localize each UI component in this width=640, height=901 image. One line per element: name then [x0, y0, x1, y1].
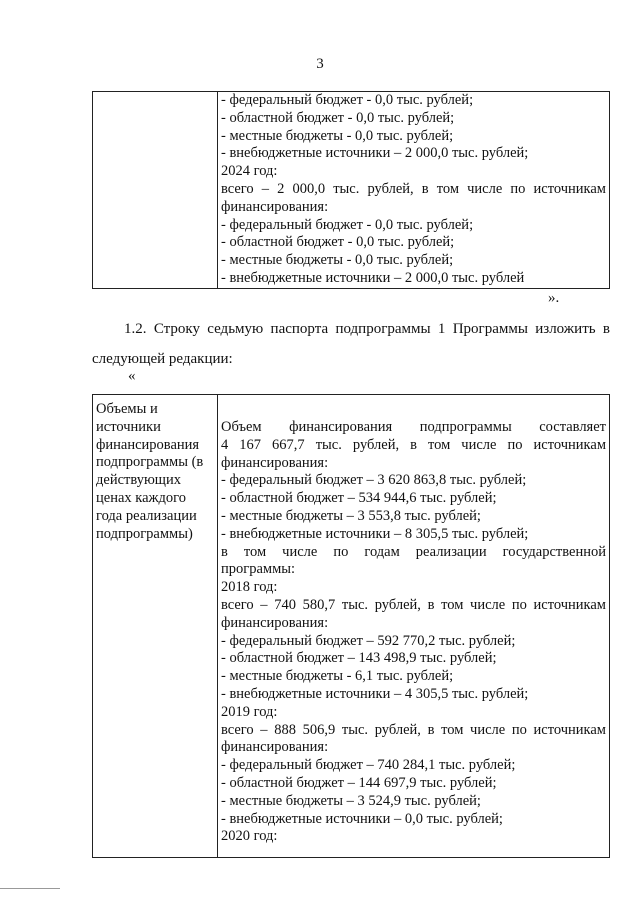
text-line: финансирования: [221, 739, 329, 756]
closing-quote: ». [548, 290, 560, 306]
table-cell-financing-details [218, 92, 610, 289]
text-line: - федеральный бюджет – 740 284,1 тыс. рублей; [221, 757, 516, 774]
label-line: года реализации [96, 507, 197, 524]
financing-table-continuation [92, 91, 610, 289]
text-line: 2020 год: [221, 828, 278, 845]
text-line: - внебюджетные источники – 0,0 тыс. рублей; [221, 810, 503, 827]
text-line: финансирования: [221, 454, 329, 471]
label-line: Объемы и [96, 401, 158, 417]
label-line: подпрограммы) [96, 525, 193, 542]
table-cell-empty [93, 92, 218, 289]
text-line: - местные бюджеты – 3 524,9 тыс. рублей; [221, 792, 481, 809]
text-line: - местные бюджеты – 3 553,8 тыс. рублей; [221, 507, 481, 524]
text-line: - внебюджетные источники – 4 305,5 тыс. рублей; [221, 685, 529, 702]
page-edge-line [0, 888, 60, 889]
text-line: 4 167 667,7 тыс. рублей, в том числе по источникам [221, 436, 606, 453]
text-line: всего – 2 000,0 тыс. рублей, в том числе по источникам [221, 180, 606, 197]
opening-quote: « [128, 368, 136, 384]
text-line: 2018 год: [221, 579, 278, 596]
text-line: - областной бюджет – 144 697,9 тыс. рублей; [221, 774, 497, 791]
financing-table [92, 394, 610, 858]
label-line: источники [96, 418, 161, 435]
text-line: - областной бюджет - 0,0 тыс. рублей; [221, 234, 455, 251]
text-line: - областной бюджет - 0,0 тыс. рублей; [221, 109, 455, 126]
amendment-paragraph: 1.2. Строку седьмую паспорта подпрограммы 1 Программы изложить в следующей редакции: [92, 321, 610, 367]
text-line: - внебюджетные источники – 2 000,0 тыс. рублей [221, 269, 525, 286]
label-line: ценах каждого [96, 489, 187, 506]
text-line: 2019 год: [221, 703, 278, 720]
label-line: финансирования [96, 436, 200, 453]
text-line: - федеральный бюджет - 0,0 тыс. рублей; [221, 216, 474, 233]
label-line: подпрограммы (в [96, 454, 204, 471]
text-line: всего – 740 580,7 тыс. рублей, в том числе по источникам [221, 596, 606, 613]
text-line: Объем финансирования подпрограммы составляет [221, 419, 606, 435]
label-line: действующих [96, 472, 181, 489]
text-line: - федеральный бюджет – 3 620 863,8 тыс. рублей; [221, 472, 527, 489]
text-line: - областной бюджет – 534 944,6 тыс. рублей; [221, 490, 497, 507]
text-line: - внебюджетные источники – 8 305,5 тыс. рублей; [221, 525, 529, 542]
text-line: финансирования: [221, 198, 329, 215]
text-line: 2024 год: [221, 163, 278, 180]
text-line: всего – 888 506,9 тыс. рублей, в том числе по источникам [221, 721, 606, 738]
text-line: - областной бюджет – 143 498,9 тыс. рублей; [221, 650, 497, 667]
text-line: - федеральный бюджет – 592 770,2 тыс. рублей; [221, 632, 516, 649]
text-line: - местные бюджеты - 0,0 тыс. рублей; [221, 127, 454, 144]
text-line: программы: [221, 561, 296, 578]
table-cell-financing-details [218, 395, 610, 858]
page-number: 3 [316, 56, 324, 72]
table-row [93, 395, 610, 858]
text-line: финансирования: [221, 614, 329, 631]
text-line: в том числе по годам реализации государственной [221, 543, 606, 560]
text-line: - федеральный бюджет - 0,0 тыс. рублей; [221, 92, 474, 108]
text-line: - местные бюджеты - 6,1 тыс. рублей; [221, 668, 454, 685]
table-row [93, 92, 610, 289]
text-line: - местные бюджеты - 0,0 тыс. рублей; [221, 252, 454, 269]
text-line: - внебюджетные источники – 2 000,0 тыс. рублей; [221, 145, 529, 162]
table-cell-row-label [93, 395, 218, 858]
